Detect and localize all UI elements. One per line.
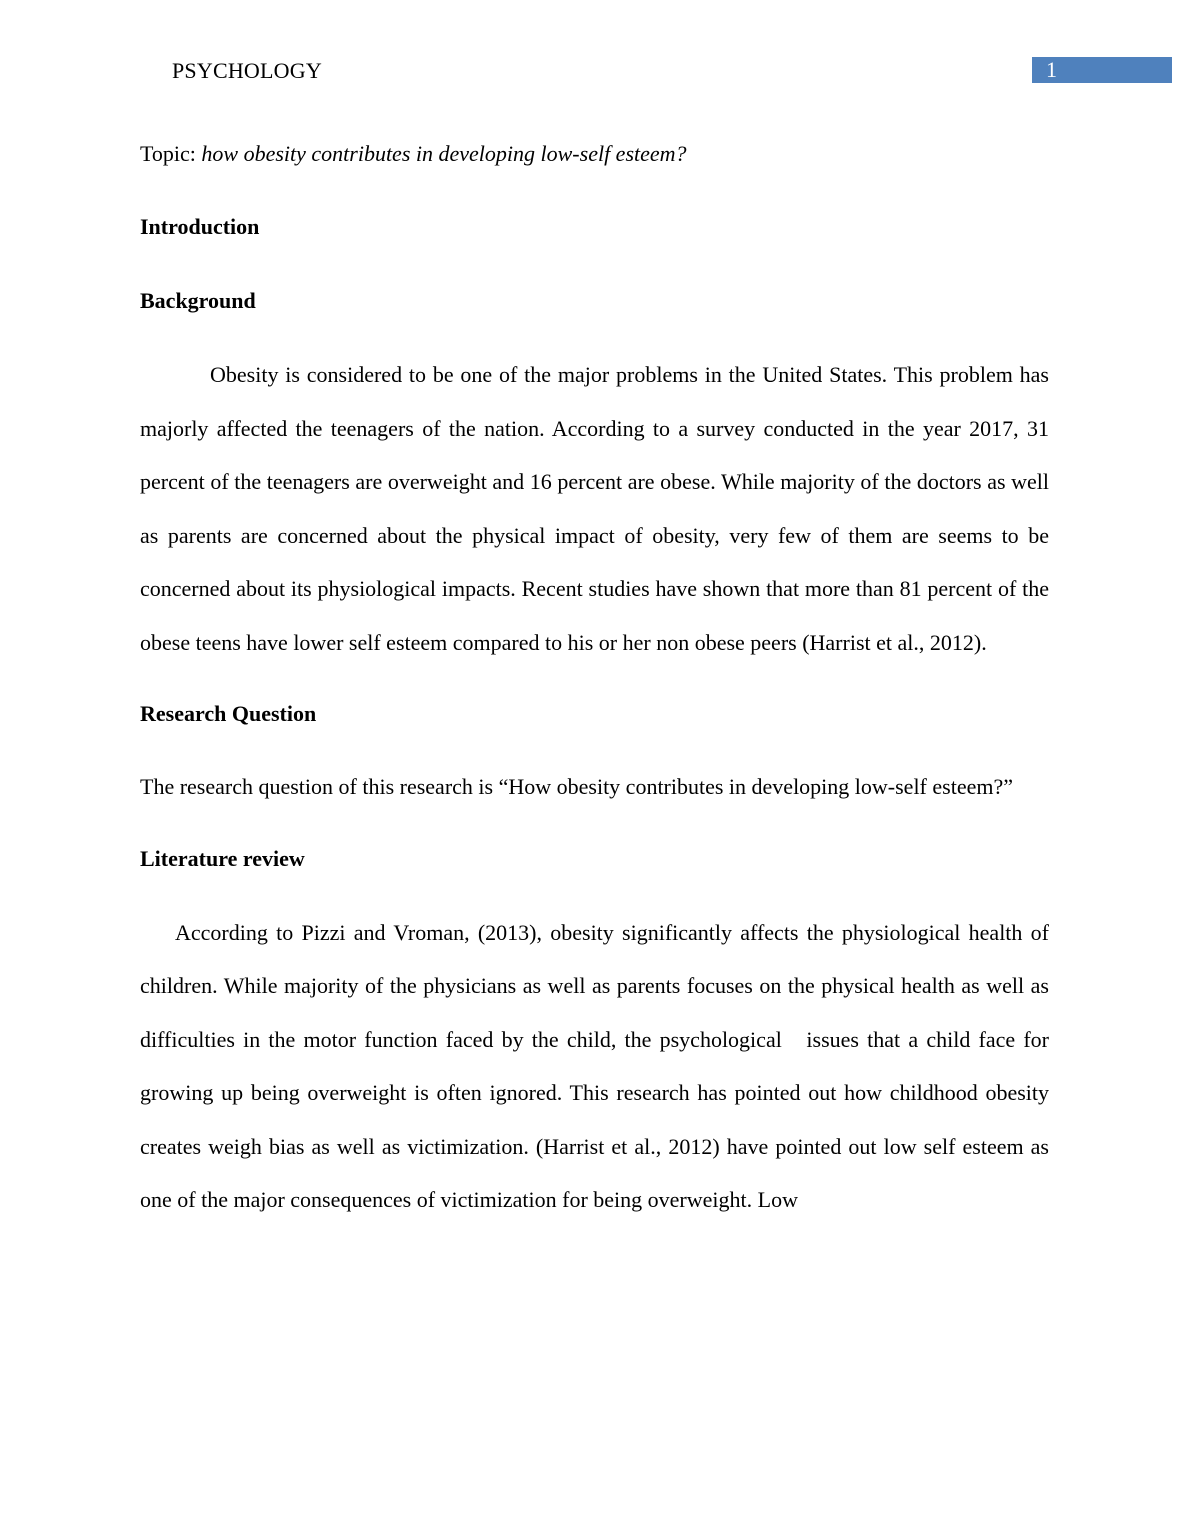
page-number: 1 bbox=[1046, 57, 1057, 82]
heading-research-question: Research Question bbox=[140, 701, 317, 726]
running-head: PSYCHOLOGY bbox=[172, 58, 322, 83]
heading-background: Background bbox=[140, 288, 256, 313]
topic-text: how obesity contributes in developing low-self esteem? bbox=[201, 141, 687, 166]
research-question-paragraph: The research question of this research is “How obesity contributes in developing low-self esteem?” bbox=[140, 774, 1013, 799]
document-body bbox=[140, 136, 1055, 1227]
page-number-badge bbox=[1032, 57, 1172, 83]
heading-introduction: Introduction bbox=[140, 214, 260, 239]
topic-line bbox=[140, 136, 1049, 172]
background-paragraph: Obesity is considered to be one of the major problems in the United States. This problem has majorly affected the teenagers of the nation. According to a survey conducted in the year 2017, 31 percent of the teenagers are overweight and 16 percent are obese. While majority of the doctors as well as parents are concerned about the physical impact of obesity, very few of them are seems to be concerned about its physiological impacts. Recent studies have shown that more than 81 percent of the obese teens have lower self esteem compared to his or her non obese peers (Harrist et al., 2012). bbox=[140, 362, 1049, 655]
literature-review-paragraph: According to Pizzi and Vroman, (2013), obesity significantly affects the physiological health of children. While majority of the physicians as well as parents focuses on the physical health as well as difficulties in the motor function faced by the child, the psychological issues that a child face for growing up being overweight is often ignored. This research has pointed out how childhood obesity creates weigh bias as well as victimization. (Harrist et al., 2012) have pointed out low self esteem as one of the major consequences of victimization for being overweight. Low bbox=[140, 919, 1055, 1212]
topic-label: Topic: bbox=[140, 141, 202, 166]
heading-literature-review: Literature review bbox=[140, 845, 305, 871]
